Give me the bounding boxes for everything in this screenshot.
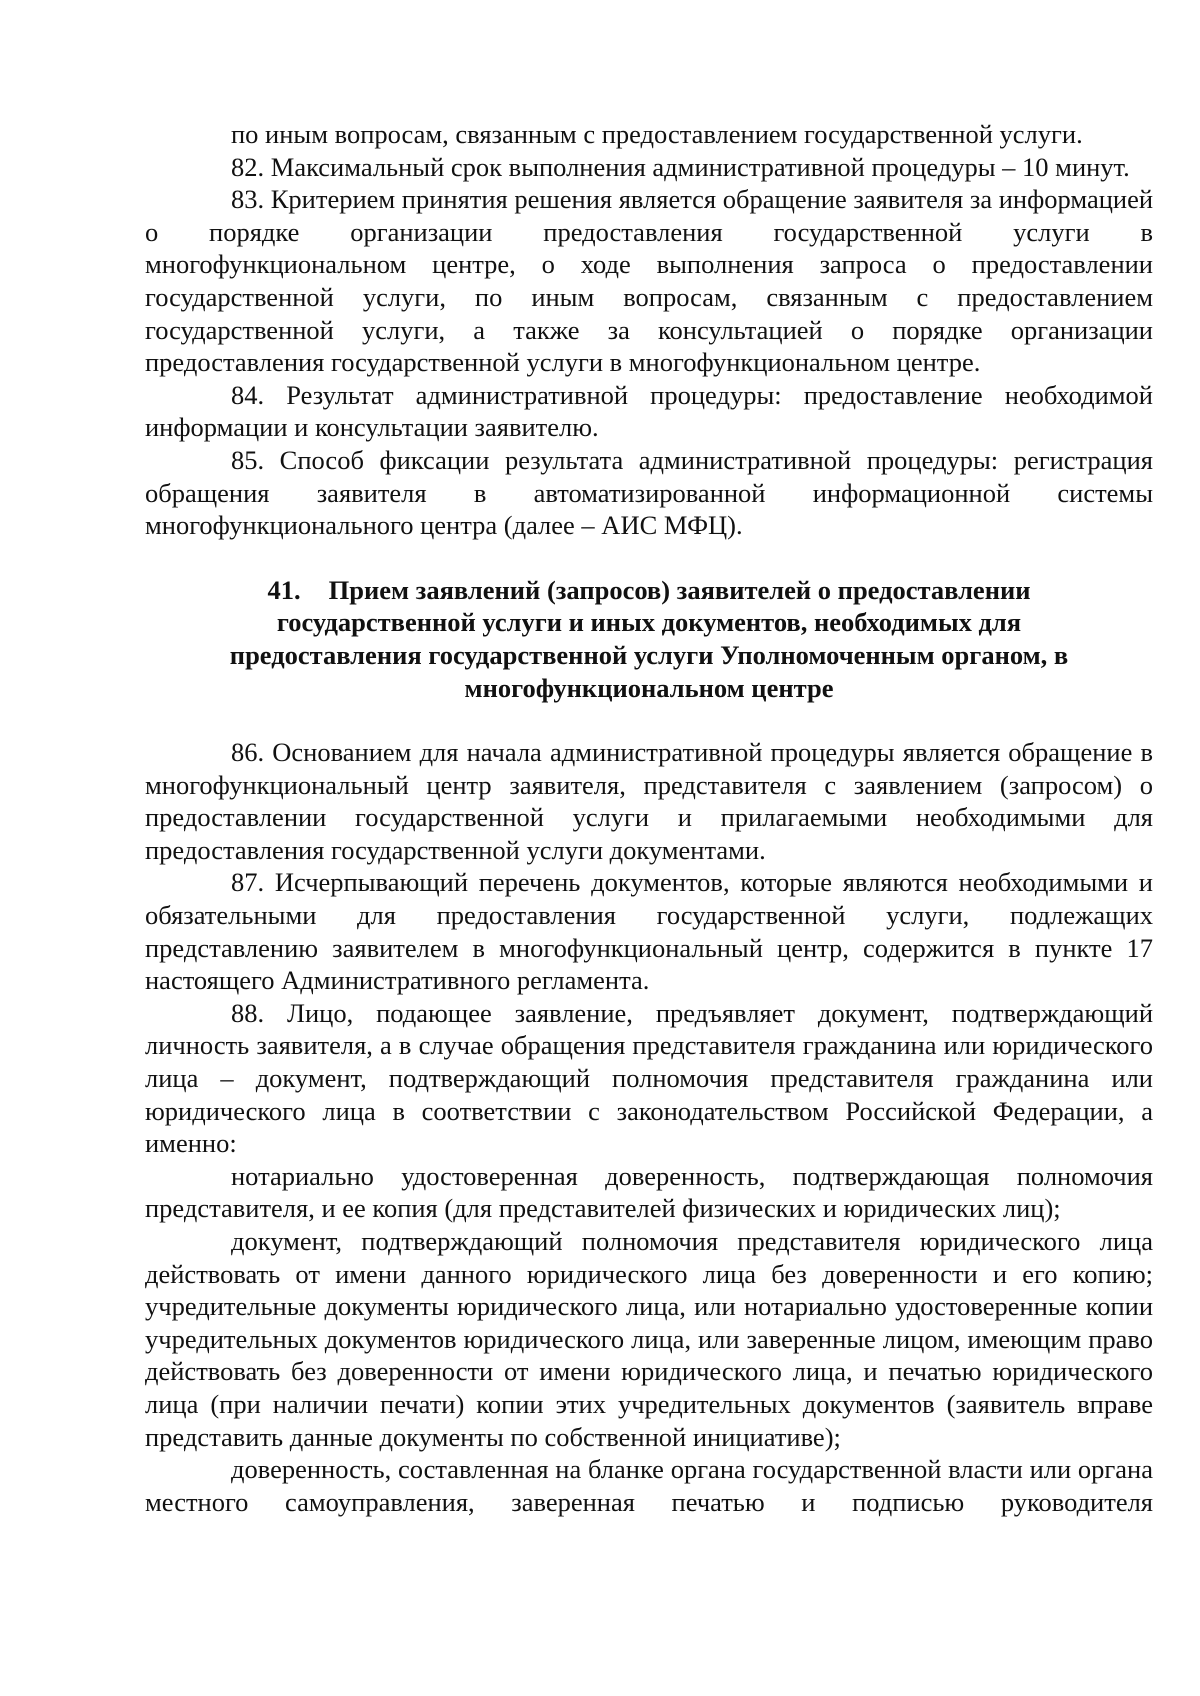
list-item-notarized-power: нотариально удостоверенная доверенность, подтверждающая полномочия представителя, и ее копия (для представителей физических и юридических лиц); xyxy=(145,1160,1153,1224)
document-body xyxy=(145,118,1153,1518)
section-heading xyxy=(145,574,1153,704)
paragraph-87: 87. Исчерпывающий перечень документов, которые являются необходимыми и обязательными для предоставления государственной услуги, подлежащих представлению заявителем в многофункциональный центр, содержится в пункте 17 настоящего Административного регламента. xyxy=(145,867,1153,996)
paragraph-86: 86. Основанием для начала административной процедуры является обращение в многофункциональный центр заявителя, представителя с заявлением (запросом) о предоставлении государственной услуги и прилагаемыми необходимыми для предоставления государственной услуги документами. xyxy=(145,737,1153,865)
list-item-power-of-attorney-blank: доверенность, составленная на бланке органа государственной власти или органа местного самоуправления, заверенная печатью и подписью руководителя xyxy=(145,1454,1153,1517)
paragraph-continuation: по иным вопросам, связанным с предоставлением государственной услуги. xyxy=(231,119,1083,149)
section-number: 41. xyxy=(267,574,301,605)
paragraph-88: 88. Лицо, подающее заявление, предъявляет документ, подтверждающий личность заявителя, а в случае обращения представителя гражданина или юридического лица – документ, подтверждающий полномочия представителя гражданина или юридического лица в соответствии с законодательством Российской Федерации, а именно: xyxy=(145,997,1153,1159)
paragraph-82: 82. Максимальный срок выполнения административной процедуры – 10 минут. xyxy=(231,151,1130,182)
section-title: Прием заявлений (запросов) заявителей о предоставлении государственной услуги и иных документов, необходимых для предоставления государственной услуги Уполномоченным органом, в многофункциональном центре xyxy=(229,574,1069,703)
list-item-legal-entity-document: документ, подтверждающий полномочия представителя юридического лица действовать от имени данного юридического лица без доверенности и его копию; учредительные документы юридического лица, или нотариально удостоверенные копии учредительных документов юридического лица, или заверенные лицом, имеющим право действовать без доверенности от имени юридического лица, и печатью юридического лица (при наличии печати) копии этих учредительных документов (заявитель вправе представить данные документы по собственной инициативе); xyxy=(145,1226,1153,1452)
paragraph-85: 85. Способ фиксации результата административной процедуры: регистрация обращения заявителя в автоматизированной информационной системы многофункционального центра (далее – АИС МФЦ). xyxy=(145,444,1153,541)
paragraph-84: 84. Результат административной процедуры: предоставление необходимой информации и консультации заявителю. xyxy=(145,379,1153,443)
paragraph-83: 83. Критерием принятия решения является обращение заявителя за информацией о порядке организации предоставления государственной услуги в многофункциональном центре, о ходе выполнения запроса о предоставлении государственной услуги, по иным вопросам, связанным с предоставлением государственной услуги, а также за консультацией о порядке организации предоставления государственной услуги в многофункциональном центре. xyxy=(145,184,1154,378)
